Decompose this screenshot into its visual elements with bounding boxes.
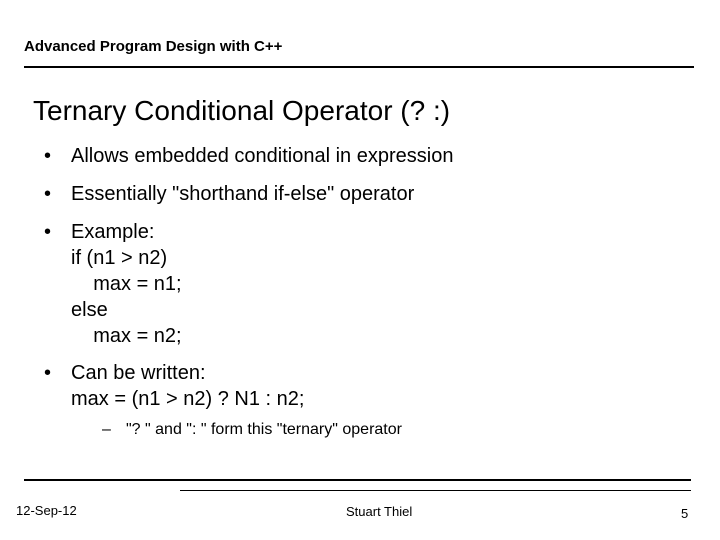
bullet-text: Essentially "shorthand if-else" operator — [71, 183, 415, 205]
code-line: max = n1; — [71, 273, 182, 295]
header-title: Advanced Program Design with C++ — [24, 38, 283, 55]
sub-bullet-dash: – — [102, 421, 111, 438]
code-line: max = n2; — [71, 325, 182, 347]
code-line: max = (n1 > n2) ? N1 : n2; — [71, 388, 305, 410]
bullet-dot: • — [44, 362, 52, 384]
footer-rule-bottom — [180, 490, 691, 491]
code-line: if (n1 > n2) — [71, 247, 168, 269]
sub-bullet-text: "? " and ": " form this "ternary" operator — [126, 421, 402, 438]
footer-author: Stuart Thiel — [346, 504, 413, 519]
slide-title: Ternary Conditional Operator (? :) — [33, 95, 451, 126]
bullet-dot: • — [44, 145, 52, 167]
header-rule — [24, 66, 694, 68]
footer-rule-top — [24, 479, 691, 481]
bullet-text: Can be written: — [71, 362, 206, 384]
bullet-dot: • — [44, 221, 52, 243]
footer-date: 12-Sep-12 — [16, 503, 77, 518]
bullet-text: Example: — [71, 221, 155, 243]
bullet-dot: • — [44, 183, 52, 205]
code-line: else — [71, 299, 108, 321]
bullet-text: Allows embedded conditional in expression — [71, 145, 454, 167]
page-number: 5 — [681, 506, 689, 521]
